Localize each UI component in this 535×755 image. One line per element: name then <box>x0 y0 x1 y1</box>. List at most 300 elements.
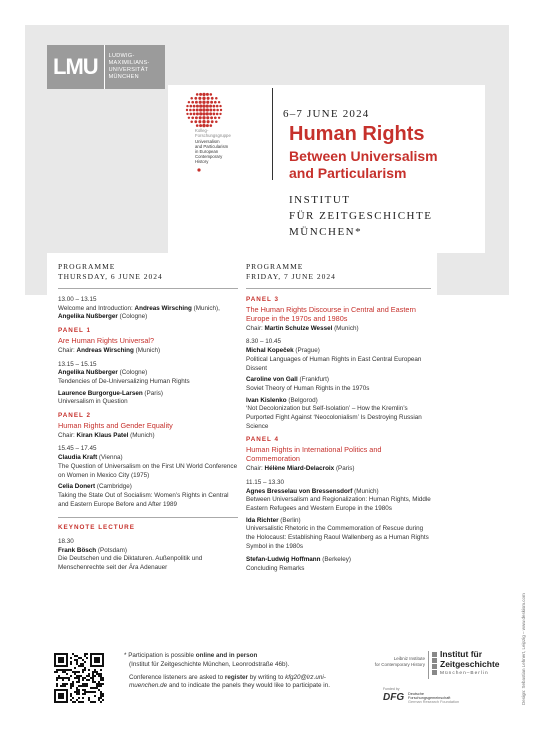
keynote-time: 18.30 <box>58 538 74 546</box>
participation-address: (Institut für Zeitgeschichte München, Leonrodstraße 46b). <box>129 660 290 668</box>
qr-module <box>84 661 86 663</box>
logo-dot <box>206 105 209 108</box>
logo-dot <box>209 105 212 108</box>
qr-module <box>72 701 74 703</box>
qr-module <box>62 683 64 685</box>
qr-module <box>68 679 70 681</box>
qr-module <box>84 669 86 671</box>
qr-module <box>82 693 84 695</box>
qr-module <box>54 653 68 655</box>
logo-dot <box>206 112 209 115</box>
qr-module <box>92 675 94 677</box>
qr-module <box>86 653 88 655</box>
logo-dot <box>213 109 216 112</box>
qr-module <box>70 669 72 671</box>
logo-dot <box>199 101 202 104</box>
qr-module <box>60 677 62 679</box>
keynote-speaker: Frank Bösch (Potsdam) <box>58 546 127 554</box>
qr-module <box>58 693 64 699</box>
talk-title: Universalism in Question <box>58 398 128 406</box>
qr-module <box>98 699 100 701</box>
keynote-title: Die Deutschen und die Diktaturen. Außenpolitik und Menschenrechte seit der Ära Adenauer <box>58 555 203 572</box>
qr-module <box>74 667 76 669</box>
qr-module <box>98 685 100 687</box>
qr-module <box>100 679 102 681</box>
panel3-title: The Human Rights Discourse in Central and Eastern Europe in the 1970s and 1980s <box>246 304 416 323</box>
qr-module <box>96 685 98 687</box>
logo-dot <box>220 109 222 111</box>
talk-title: Universalistic Rhetoric in the Commemoration of Rescue during the Holocaust: Establishing Raoul Wallenberg as a Human Rights Symbol in the 1980s <box>246 525 429 550</box>
closing-title: Concluding Remarks <box>246 565 305 573</box>
qr-module <box>100 691 102 693</box>
qr-module <box>70 657 72 659</box>
qr-module <box>78 657 80 659</box>
qr-module <box>72 683 74 685</box>
logo-dot <box>189 109 192 112</box>
logo-dot <box>216 113 219 116</box>
qr-module <box>94 671 96 673</box>
programme-day1 <box>58 262 238 573</box>
qr-module <box>54 689 68 691</box>
qr-module <box>98 683 100 685</box>
logo-dot <box>209 112 212 115</box>
logo-dot <box>186 105 188 107</box>
qr-module <box>78 677 80 679</box>
logo-dot <box>218 101 220 103</box>
panel4-chair: Chair: Hélène Miard-Delacroix (Paris) <box>246 465 355 473</box>
programme-heading: PROGRAMME <box>58 262 116 271</box>
qr-module <box>62 669 64 671</box>
design-credit: Design: Sebastian Lehnert, Leipzig – www.deskism.com <box>521 593 526 705</box>
panel2-label: PANEL 2 <box>58 412 92 420</box>
qr-module <box>74 691 76 693</box>
qr-module <box>66 669 68 671</box>
talk: Laurence Burgorgue-Larsen (Paris) <box>58 389 163 397</box>
qr-module <box>80 665 82 667</box>
qr-module <box>76 693 78 695</box>
qr-module <box>88 697 90 699</box>
qr-module <box>100 677 102 679</box>
logo-dot <box>186 109 188 111</box>
qr-module <box>74 701 76 703</box>
welcome-text: Welcome and Introduction: Andreas Wirsching (Munich), Angelika Nußberger (Cologne) <box>58 304 220 321</box>
qr-module <box>92 687 94 689</box>
qr-module <box>76 663 78 665</box>
logo-dot <box>202 124 205 127</box>
logo-dot <box>207 120 210 123</box>
qr-module <box>78 685 80 687</box>
keynote-label: KEYNOTE LECTURE <box>58 524 135 532</box>
qr-code-icon[interactable] <box>54 653 104 703</box>
qr-module <box>100 675 102 677</box>
qr-module <box>100 683 102 685</box>
qr-module <box>82 679 84 681</box>
logo-dot <box>199 93 202 96</box>
qr-module <box>90 691 92 693</box>
qr-module <box>84 691 86 693</box>
logo-dot <box>195 116 198 119</box>
logo-dot <box>186 113 188 115</box>
qr-module <box>56 669 58 671</box>
qr-module <box>90 687 92 689</box>
qr-module <box>70 675 72 677</box>
qr-module <box>102 677 104 679</box>
qr-module <box>100 669 102 671</box>
qr-module <box>92 677 94 679</box>
qr-module <box>84 667 86 669</box>
qr-module <box>96 673 98 675</box>
talk: Agnes Bresselau von Bressensdorf (Munich) <box>246 487 379 495</box>
qr-module <box>78 675 80 677</box>
logo-dot <box>213 113 216 116</box>
qr-module <box>76 677 78 679</box>
qr-module <box>84 653 86 655</box>
qr-module <box>96 671 98 673</box>
qr-module <box>94 701 96 703</box>
qr-module <box>62 677 64 679</box>
qr-module <box>78 679 80 681</box>
logo-dot <box>210 124 213 127</box>
logo-dot <box>210 93 213 96</box>
qr-module <box>78 665 80 667</box>
qr-module <box>82 697 84 699</box>
qr-module <box>64 685 66 687</box>
qr-module <box>64 671 66 673</box>
qr-module <box>92 691 94 693</box>
qr-module <box>84 655 86 657</box>
qr-module <box>70 683 72 685</box>
qr-module <box>94 675 96 677</box>
qr-module <box>92 673 94 675</box>
logo-dot <box>219 113 221 115</box>
qr-module <box>80 657 82 659</box>
qr-module <box>78 697 80 699</box>
logo-dot <box>188 117 190 119</box>
qr-module <box>78 681 80 683</box>
qr-module <box>66 677 68 679</box>
qr-module <box>56 671 58 673</box>
panel1-chair: Chair: Andreas Wirsching (Munich) <box>58 346 161 354</box>
qr-module <box>58 669 60 671</box>
logo-dot <box>199 124 202 127</box>
logo-dot <box>209 109 212 112</box>
talk: Michal Kopeček (Prague) <box>246 347 320 355</box>
qr-module <box>84 685 86 687</box>
qr-module <box>82 685 84 687</box>
logo-dot <box>196 93 199 96</box>
qr-module <box>80 663 82 665</box>
logo-dot <box>190 105 193 108</box>
qr-module <box>70 685 72 687</box>
qr-module <box>90 677 92 679</box>
qr-module <box>66 673 68 675</box>
qr-module <box>78 691 80 693</box>
qr-module <box>58 657 64 663</box>
talk: Angelika Nußberger (Cologne) <box>58 369 148 377</box>
qr-module <box>62 679 64 681</box>
qr-module <box>82 677 84 679</box>
logo-dot <box>210 101 213 104</box>
qr-module <box>66 653 68 667</box>
qr-module <box>100 701 102 703</box>
panel1-label: PANEL 1 <box>58 327 92 335</box>
qr-module <box>102 695 104 697</box>
qr-module <box>74 659 76 661</box>
logo-dot <box>207 97 210 100</box>
day1-heading: THURSDAY, 6 JUNE 2024 <box>58 272 163 281</box>
qr-module <box>86 683 88 685</box>
qr-module <box>94 687 96 689</box>
logo-dot <box>196 112 199 115</box>
logo-dot <box>191 116 194 119</box>
talk-title: ‘Not Decolonization but Self-Isolation’ – How the Kremlin’s Purported Fight Against ‘Neocolonialism’ Is Destroying Russian Science <box>246 405 422 430</box>
logo-dot <box>198 120 201 123</box>
panel3-time: 8.30 – 10.45 <box>246 338 282 346</box>
qr-module <box>66 683 68 685</box>
divider <box>246 288 431 289</box>
lmu-letters: LMU <box>47 45 105 89</box>
qr-module <box>84 693 86 695</box>
qr-module <box>72 697 74 699</box>
qr-module <box>54 653 56 667</box>
logo-dot <box>190 120 193 123</box>
ifz-logo: Leibniz Institute for Contemporary History Institut für Zeitgeschichte München–Berlin <box>370 648 500 688</box>
logo-dot <box>190 113 193 116</box>
qr-module <box>88 675 90 677</box>
qr-module <box>82 671 84 673</box>
talk-title: The Question of Universalism on the First UN World Conference on Women in Mexico City (1975) <box>58 462 238 479</box>
panel2-time: 15.45 – 17.45 <box>58 445 97 453</box>
qr-module <box>82 683 84 685</box>
qr-module <box>94 657 100 663</box>
qr-module <box>72 685 74 687</box>
qr-module <box>76 699 78 701</box>
qr-module <box>88 669 90 671</box>
talk: Caroline von Gall (Frankfurt) <box>246 376 329 384</box>
qr-module <box>78 693 80 695</box>
logo-dot <box>213 105 216 108</box>
logo-dot <box>206 93 209 96</box>
closing-speaker: Stefan-Ludwig Hoffmann (Berkeley) <box>246 556 351 564</box>
qr-module <box>98 689 100 691</box>
qr-module <box>76 659 78 661</box>
qr-module <box>94 669 96 671</box>
logo-dot <box>202 97 205 100</box>
qr-module <box>84 689 86 691</box>
logo-dot <box>211 120 214 123</box>
qr-module <box>102 679 104 681</box>
logo-dot <box>215 97 218 100</box>
qr-module <box>74 655 76 657</box>
qr-module <box>64 669 66 671</box>
qr-module <box>70 687 72 689</box>
panel2-title: Human Rights and Gender Equality <box>58 420 173 430</box>
qr-module <box>82 701 84 703</box>
lmu-logo <box>47 45 165 89</box>
logo-dot <box>190 97 193 100</box>
qr-module <box>102 699 104 701</box>
qr-module <box>98 681 100 683</box>
participation-line: * Participation is possible online and in person <box>124 652 258 659</box>
qr-module <box>96 683 98 685</box>
registration-line: Conference listeners are asked to register by writing to kfg20@lrz.uni-muenchen.de and to indicate the panels they would like to participate in. <box>129 673 330 690</box>
qr-module <box>86 675 88 677</box>
qr-module <box>74 673 76 675</box>
logo-dot <box>194 120 197 123</box>
qr-module <box>70 695 72 697</box>
talk-title: Political Languages of Human Rights in East Central European Dissent <box>246 355 422 372</box>
talk: Claudia Kraft (Vienna) <box>58 454 123 462</box>
panel2-chair: Chair: Kiran Klaus Patel (Munich) <box>58 431 155 439</box>
panel4-title: Human Rights in International Politics and Commemoration <box>246 445 382 464</box>
qr-module <box>88 679 90 681</box>
logo-dot <box>216 109 219 112</box>
qr-module <box>100 685 102 687</box>
logo-dot <box>188 101 190 103</box>
qr-module <box>76 661 78 663</box>
talk-title: Between Universalism and Regionalization: Human Rights, Middle Eastern Refugees and Western Europe in the 1980s <box>246 496 431 512</box>
ifz-squares-icon <box>432 652 437 676</box>
logo-dot <box>198 97 201 100</box>
qr-module <box>102 683 104 685</box>
qr-module <box>100 697 102 699</box>
logo-dot <box>216 105 219 108</box>
qr-module <box>82 663 84 665</box>
qr-module <box>68 669 70 671</box>
qr-module <box>76 681 78 683</box>
qr-module <box>72 653 74 655</box>
logo-dot <box>211 97 214 100</box>
logo-dot <box>193 113 196 116</box>
programme-day2 <box>246 262 431 574</box>
panel1-time: 13.15 – 15.15 <box>58 360 97 368</box>
kolleg-text: Kolleg- Forschungsgruppe Universalism and Particularism in European Contemporary History <box>195 128 231 164</box>
logo-dot <box>202 108 205 111</box>
lmu-university-name: LUDWIG- MAXIMILIANS- UNIVERSITÄT MÜNCHEN <box>108 53 150 80</box>
qr-module <box>64 677 66 679</box>
logo-dot <box>196 124 199 127</box>
logo-dot <box>214 116 217 119</box>
logo-dot <box>202 93 205 96</box>
qr-module <box>64 683 66 685</box>
qr-module <box>70 663 72 665</box>
qr-module <box>84 683 86 685</box>
qr-module <box>56 679 58 681</box>
qr-module <box>76 687 78 689</box>
talk-title: Tendencies of De-Universalizing Human Rights <box>58 377 190 385</box>
panel4-label: PANEL 4 <box>246 436 280 444</box>
qr-module <box>98 675 100 677</box>
qr-module <box>72 681 74 683</box>
qr-module <box>100 673 102 675</box>
qr-module <box>88 691 90 693</box>
logo-dot <box>202 112 205 115</box>
logo-dot <box>215 120 218 123</box>
qr-module <box>96 687 98 689</box>
qr-module <box>76 671 78 673</box>
qr-module <box>56 685 58 687</box>
qr-module <box>68 677 70 679</box>
logo-dot <box>193 105 196 108</box>
qr-module <box>98 697 100 699</box>
logo-dot <box>199 105 202 108</box>
qr-module <box>100 693 102 695</box>
logo-dot <box>196 109 199 112</box>
logo-dot <box>214 101 217 104</box>
logo-dot <box>206 124 209 127</box>
qr-module <box>62 671 64 673</box>
divider <box>58 517 238 518</box>
logo-dot <box>192 109 195 112</box>
panel1-title: Are Human Rights Universal? <box>58 335 155 345</box>
panel3-chair: Chair: Martin Schulze Wessel (Munich) <box>246 324 359 332</box>
logo-dot <box>202 104 205 107</box>
logo-dot <box>194 97 197 100</box>
logo-dot <box>195 101 198 104</box>
qr-module <box>88 673 90 675</box>
qr-module <box>58 677 60 679</box>
qr-module <box>80 685 82 687</box>
qr-module <box>54 701 68 703</box>
qr-module <box>80 675 82 677</box>
logo-dot <box>206 116 209 119</box>
divider <box>58 288 238 289</box>
qr-module <box>86 679 88 681</box>
qr-module <box>58 675 60 677</box>
talk: Ida Richter (Berlin) <box>246 516 301 524</box>
qr-module <box>90 701 92 703</box>
logo-dot <box>202 120 205 123</box>
qr-module <box>94 695 96 697</box>
logo-dot <box>202 101 205 104</box>
event-title: Human Rights <box>289 123 425 145</box>
qr-module <box>86 691 88 693</box>
qr-module <box>78 689 80 691</box>
day2-heading: FRIDAY, 7 JUNE 2024 <box>246 272 336 281</box>
logo-dot <box>202 116 205 119</box>
qr-module <box>90 653 92 667</box>
logo-dot <box>191 101 194 104</box>
qr-module <box>56 677 58 679</box>
institute-name: INSTITUT FÜR ZEITGESCHICHTE MÜNCHEN* <box>289 194 433 238</box>
qr-module <box>60 669 62 671</box>
qr-module <box>62 685 64 687</box>
logo-dot <box>206 101 209 104</box>
qr-module <box>56 683 58 685</box>
logo-dot <box>199 116 202 119</box>
logo-dot <box>199 112 202 115</box>
qr-module <box>82 669 84 671</box>
qr-module <box>98 673 100 675</box>
panel4-time: 11.15 – 13.30 <box>246 478 285 486</box>
qr-module <box>76 675 78 677</box>
qr-module <box>76 655 78 657</box>
qr-module <box>72 671 74 673</box>
qr-module <box>70 661 72 663</box>
qr-module <box>90 653 104 655</box>
logo-dot <box>218 117 220 119</box>
logo-dot <box>206 108 209 111</box>
programme-heading: PROGRAMME <box>246 262 304 271</box>
qr-module <box>82 689 84 691</box>
qr-module <box>66 689 68 703</box>
qr-module <box>82 659 84 661</box>
talk-title: Soviet Theory of Human Rights in the 1970s <box>246 384 370 392</box>
talk: Ivan Kislenko (Belgorod) <box>246 396 318 404</box>
email-link[interactable]: kfg20@lrz.uni-muenchen.de <box>129 673 326 690</box>
welcome-time: 13.00 – 13.15 <box>58 296 97 303</box>
qr-module <box>92 681 94 683</box>
